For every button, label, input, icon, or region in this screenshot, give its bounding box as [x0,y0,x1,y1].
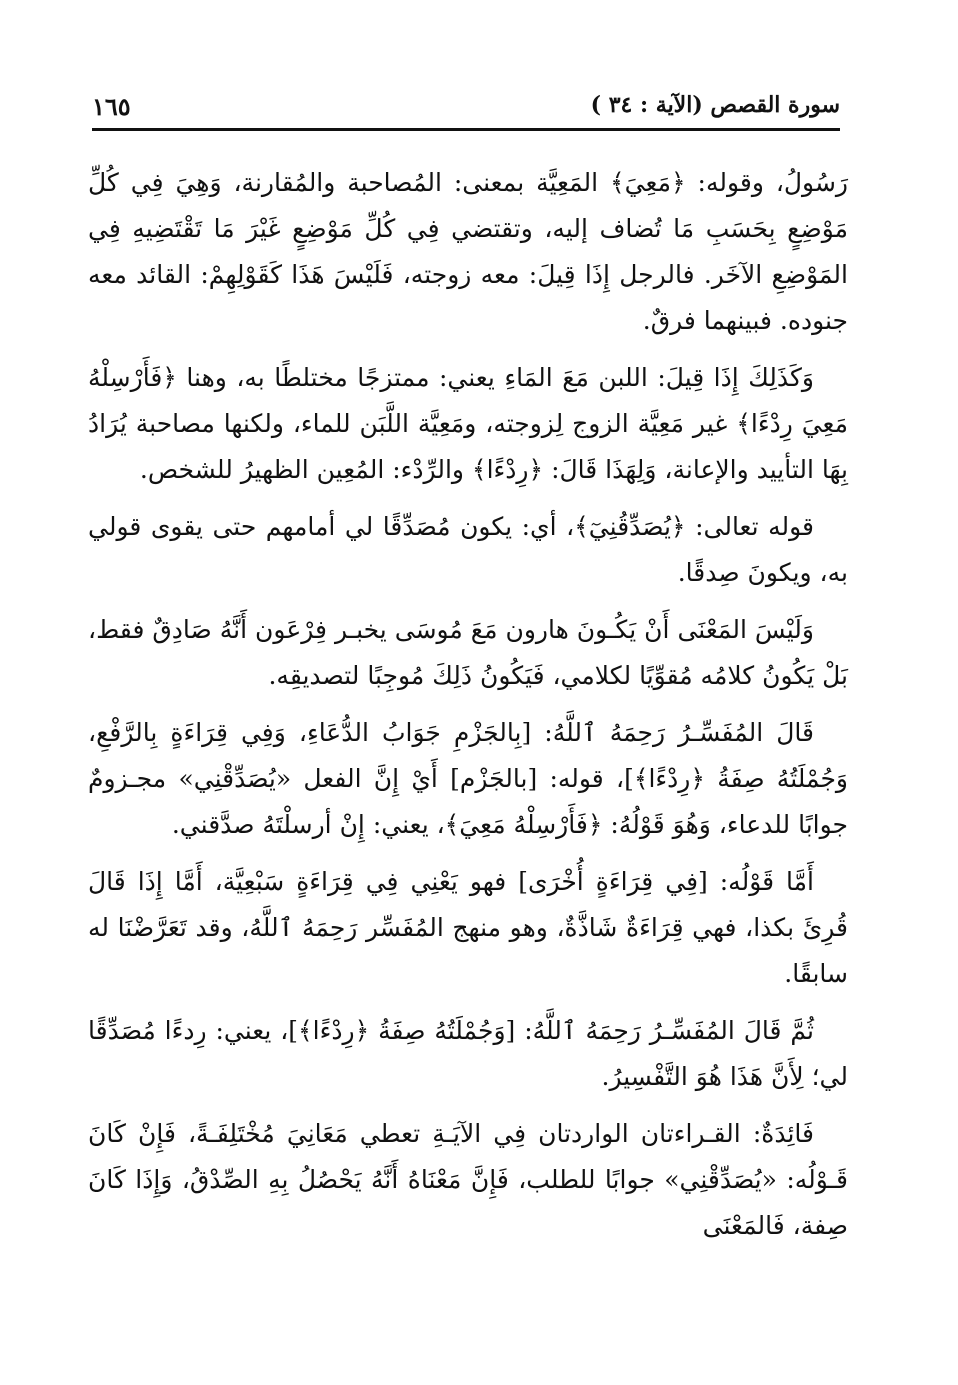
page-body [88,160,848,1260]
paragraph: وَلَيْسَ المَعْنَى أَنْ يَكُـونَ هارون مَعَ مُوسَى يخبـر فِرْعَون أَنَّهُ صَادِقٌ فقط، بَلْ يَكُونُ كلامُه مُقوِّيًا لكلامي، فَيَكُونُ ذَلِكَ مُوجِبًا لتصديقِه. [88,615,848,690]
paragraph: رَسُولُ، وقوله: ﴿مَعِيَ﴾ المَعِيَّة بمعنى: المُصاحبة والمُقارنة، وَهِيَ فِي كُلِّ مَوْضِعٍ بِحَسَبِ مَا تُضاف إليه، وتقتضي فِي كُلِّ مَوْضِعٍ غَيْرَ مَا تَقْتَضِيهِ فِي المَوْضِعِ الآخَر. فالرجل إِذَا قِيلَ: معه زوجته، فَلَيْسَ هَذَا كَقَوْلِهِمْ: القائد معه جنوده. فبينهما فرقٌ. [88,168,848,335]
paragraph: وَكَذَلِكَ إِذَا قِيلَ: اللبن مَعَ المَاءِ يعني: ممتزجًا مختلطًا به، وهنا ﴿فَأَرْسِلْهُ مَعِيَ رِدْءًا﴾ غير مَعِيَّة الزوج لِزوجته، ومَعِيَّة اللَّبَن للماء، ولكنها مصاحبة يُرَادُ بِهَا التأييد والإعانة، وَلِهَذَا قَالَ: ﴿رِدْءًا﴾ والرِّدْء: المُعِين الظهيرُ للشخص. [88,363,848,484]
header-divider [92,128,840,131]
paragraph: ثُمَّ قَالَ المُفَسِّـرُ رَحِمَهُ ٱللَّهُ: [وَجُمْلَتُهُ صِفَةُ ﴿رِدْءًا﴾]، يعني: رِدءًا مُصَدِّقًا لي؛ لِأَنَّ هَذَا هُوَ التَّفْسِيرُ. [88,1016,848,1091]
paragraph: أَمَّا قَوْلُه: [فِي قِرَاءَةٍ أُخْرَى] فهو يَعْنِي فِي قِرَاءَةٍ سَبْعِيَّة، أَمَّا إِذَا قَالَ قُرِئَ بكذا، فهي قِرَاءَةٌ شَاذَّةٌ، وهو منهج المُفَسِّر رَحِمَهُ ٱللَّهُ، وقد تَعَرَّضْنَا له سابقًا. [88,867,848,988]
running-title: سورة القصص (الآية : ٣٤ ) [590,92,840,118]
paragraph: فَائِدَةٌ: القـراءتان الواردتان فِي الآيَـةِ تعطي مَعَانِيَ مُخْتَلِفَـةً، فَإِنْ كَانَ قَـوْلُه: «يُصَدِّقْنِي» جوابًا للطلب، فَإِنَّ مَعْنَاهُ أَنَّهُ يَحْصُلُ بِهِ الصِّدْقُ، وَإِذَا كَانَ صِفة، فَالمَعْنَى [88,1119,848,1240]
paragraph: قوله تعالى: ﴿يُصَدِّقُنِيٓ﴾، أي: يكون مُصَدِّقًا لي أمامهم حتى يقوى قولي به، ويكونَ صِدقًا. [88,512,848,587]
page-number: ١٦٥ [92,92,131,121]
page-header [92,92,840,126]
paragraph: قَالَ المُفَسِّـرُ رَحِمَهُ ٱللَّهُ: [بِالجَزْمِ جَوَابُ الدُّعَاءِ، وَفِي قِرَاءَةٍ بِالرَّفْعِ، وَجُمْلَتُهُ صِفَةُ ﴿رِدْءًا﴾]، قوله: [بالجَزْم] أَيْ إِنَّ الفعل «يُصَدِّقْنِي» مجـزومٌ جوابًا للدعاء، وَهُوَ قَوْلُهُ: ﴿فَأَرْسِلْهُ مَعِيَ﴾، يعني: إِنْ أرسلْتَهُ صدَّقني. [88,718,848,839]
